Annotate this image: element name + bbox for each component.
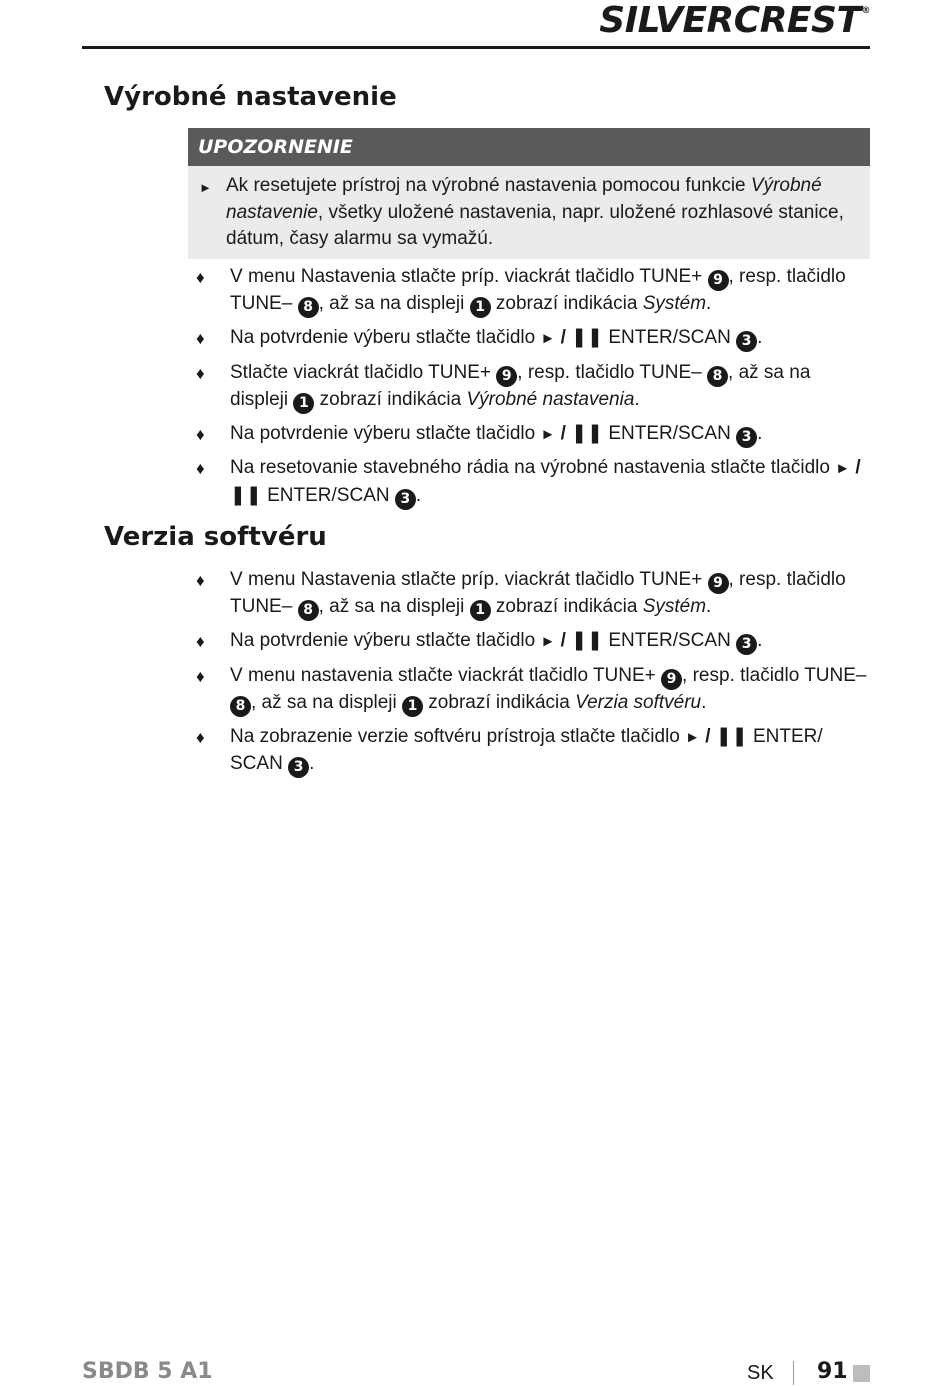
play-icon: ► bbox=[835, 460, 851, 477]
diamond-bullet-icon: ♦ bbox=[196, 268, 205, 287]
list-item: ♦ V menu Nastavenia stlačte príp. viackrát tlačidlo TUNE+ 9 , resp. tlačidlo TUNE– 8 , až sa na displeji 1 zobrazí indikácia Systém. bbox=[188, 567, 870, 621]
callout-number: 9 bbox=[661, 669, 682, 690]
page-number: 91 bbox=[817, 1359, 848, 1384]
callout-number: 3 bbox=[288, 757, 309, 778]
play-icon: ► bbox=[685, 728, 701, 746]
notice-body: ► Ak resetujete prístroj na výrobné nastavenia pomocou funkcie Výrobné nastavenie, všetky uložené nastavenia, napr. uložené rozhlasové stanice, dátum, časy alarmu sa vymažú. bbox=[199, 175, 844, 249]
section-title-factory-reset: Výrobné nastavenie bbox=[104, 82, 397, 112]
arrow-icon: ► bbox=[199, 180, 212, 195]
diamond-bullet-icon: ♦ bbox=[196, 329, 205, 348]
notice-heading: UPOZORNENIE bbox=[188, 128, 870, 166]
callout-number: 1 bbox=[470, 600, 491, 621]
callout-number: 9 bbox=[708, 573, 729, 594]
play-icon: ► bbox=[540, 425, 556, 443]
list-item: ♦ V menu Nastavenia stlačte príp. viackrát tlačidlo TUNE+ 9 , resp. tlačidlo TUNE– 8 , až sa na displeji 1 zobrazí indikácia Systém. bbox=[188, 264, 870, 318]
list-item: ♦ Stlačte viackrát tlačidlo TUNE+ 9 , resp. tlačidlo TUNE– 8 , až sa na displeji 1 zobrazí indikácia Výrobné nastavenia. bbox=[188, 360, 870, 414]
callout-number: 1 bbox=[293, 393, 314, 414]
list-item: ♦ Na resetovanie stavebného rádia na výrobné nastavenia stlačte tlačidlo ► / ❚❚ ENTER/SCAN 3 . bbox=[188, 455, 870, 510]
callout-number: 9 bbox=[708, 270, 729, 291]
callout-number: 1 bbox=[402, 696, 423, 717]
list-item: ♦ Na zobrazenie verzie softvéru prístroja stlačte tlačidlo ► / ❚❚ ENTER/ SCAN 3 . bbox=[188, 724, 870, 779]
footer-divider bbox=[793, 1361, 794, 1385]
callout-number: 3 bbox=[736, 331, 757, 352]
diamond-bullet-icon: ♦ bbox=[196, 632, 205, 651]
callout-number: 1 bbox=[470, 297, 491, 318]
play-icon: ► bbox=[540, 633, 556, 650]
diamond-bullet-icon: ♦ bbox=[196, 363, 205, 383]
silvercrest-logo: SILVERCREST® bbox=[599, 0, 870, 41]
callout-number: 8 bbox=[707, 366, 728, 387]
notice-box bbox=[188, 128, 870, 259]
diamond-bullet-icon: ♦ bbox=[196, 424, 205, 444]
callout-number: 9 bbox=[496, 366, 517, 387]
play-icon: ► bbox=[540, 330, 556, 347]
diamond-bullet-icon: ♦ bbox=[196, 571, 205, 590]
diamond-bullet-icon: ♦ bbox=[196, 727, 205, 747]
callout-number: 3 bbox=[736, 427, 757, 448]
section-title-software-version: Verzia softvéru bbox=[104, 522, 327, 552]
footer-model: SBDB 5 A1 bbox=[82, 1359, 213, 1384]
callout-number: 8 bbox=[298, 600, 319, 621]
callout-number: 3 bbox=[395, 489, 416, 510]
pause-icon: ❚❚ bbox=[571, 327, 604, 348]
list-item: ♦ Na potvrdenie výberu stlačte tlačidlo ► / ❚❚ ENTER/SCAN 3 . bbox=[188, 421, 870, 449]
pause-icon: ❚❚ bbox=[715, 725, 748, 747]
list-item: ♦ Na potvrdenie výberu stlačte tlačidlo ► / ❚❚ ENTER/SCAN 3 . bbox=[188, 325, 870, 353]
software-version-steps bbox=[188, 567, 870, 785]
factory-reset-steps bbox=[188, 264, 870, 517]
pause-icon: ❚❚ bbox=[571, 630, 604, 651]
diamond-bullet-icon: ♦ bbox=[196, 666, 205, 686]
pause-icon: ❚❚ bbox=[571, 422, 604, 444]
pause-icon: ❚❚ bbox=[230, 484, 262, 506]
callout-number: 8 bbox=[230, 696, 251, 717]
header-rule bbox=[82, 46, 870, 49]
callout-number: 8 bbox=[298, 297, 319, 318]
footer-square-icon bbox=[853, 1365, 870, 1382]
diamond-bullet-icon: ♦ bbox=[196, 459, 205, 478]
list-item: ♦ V menu nastavenia stlačte viackrát tlačidlo TUNE+ 9 , resp. tlačidlo TUNE– 8 , až sa na displeji 1 zobrazí indikácia Verzia softvéru. bbox=[188, 663, 870, 717]
callout-number: 3 bbox=[736, 634, 757, 655]
list-item: ♦ Na potvrdenie výberu stlačte tlačidlo ► / ❚❚ ENTER/SCAN 3 . bbox=[188, 628, 870, 656]
footer-language: SK bbox=[747, 1362, 774, 1384]
